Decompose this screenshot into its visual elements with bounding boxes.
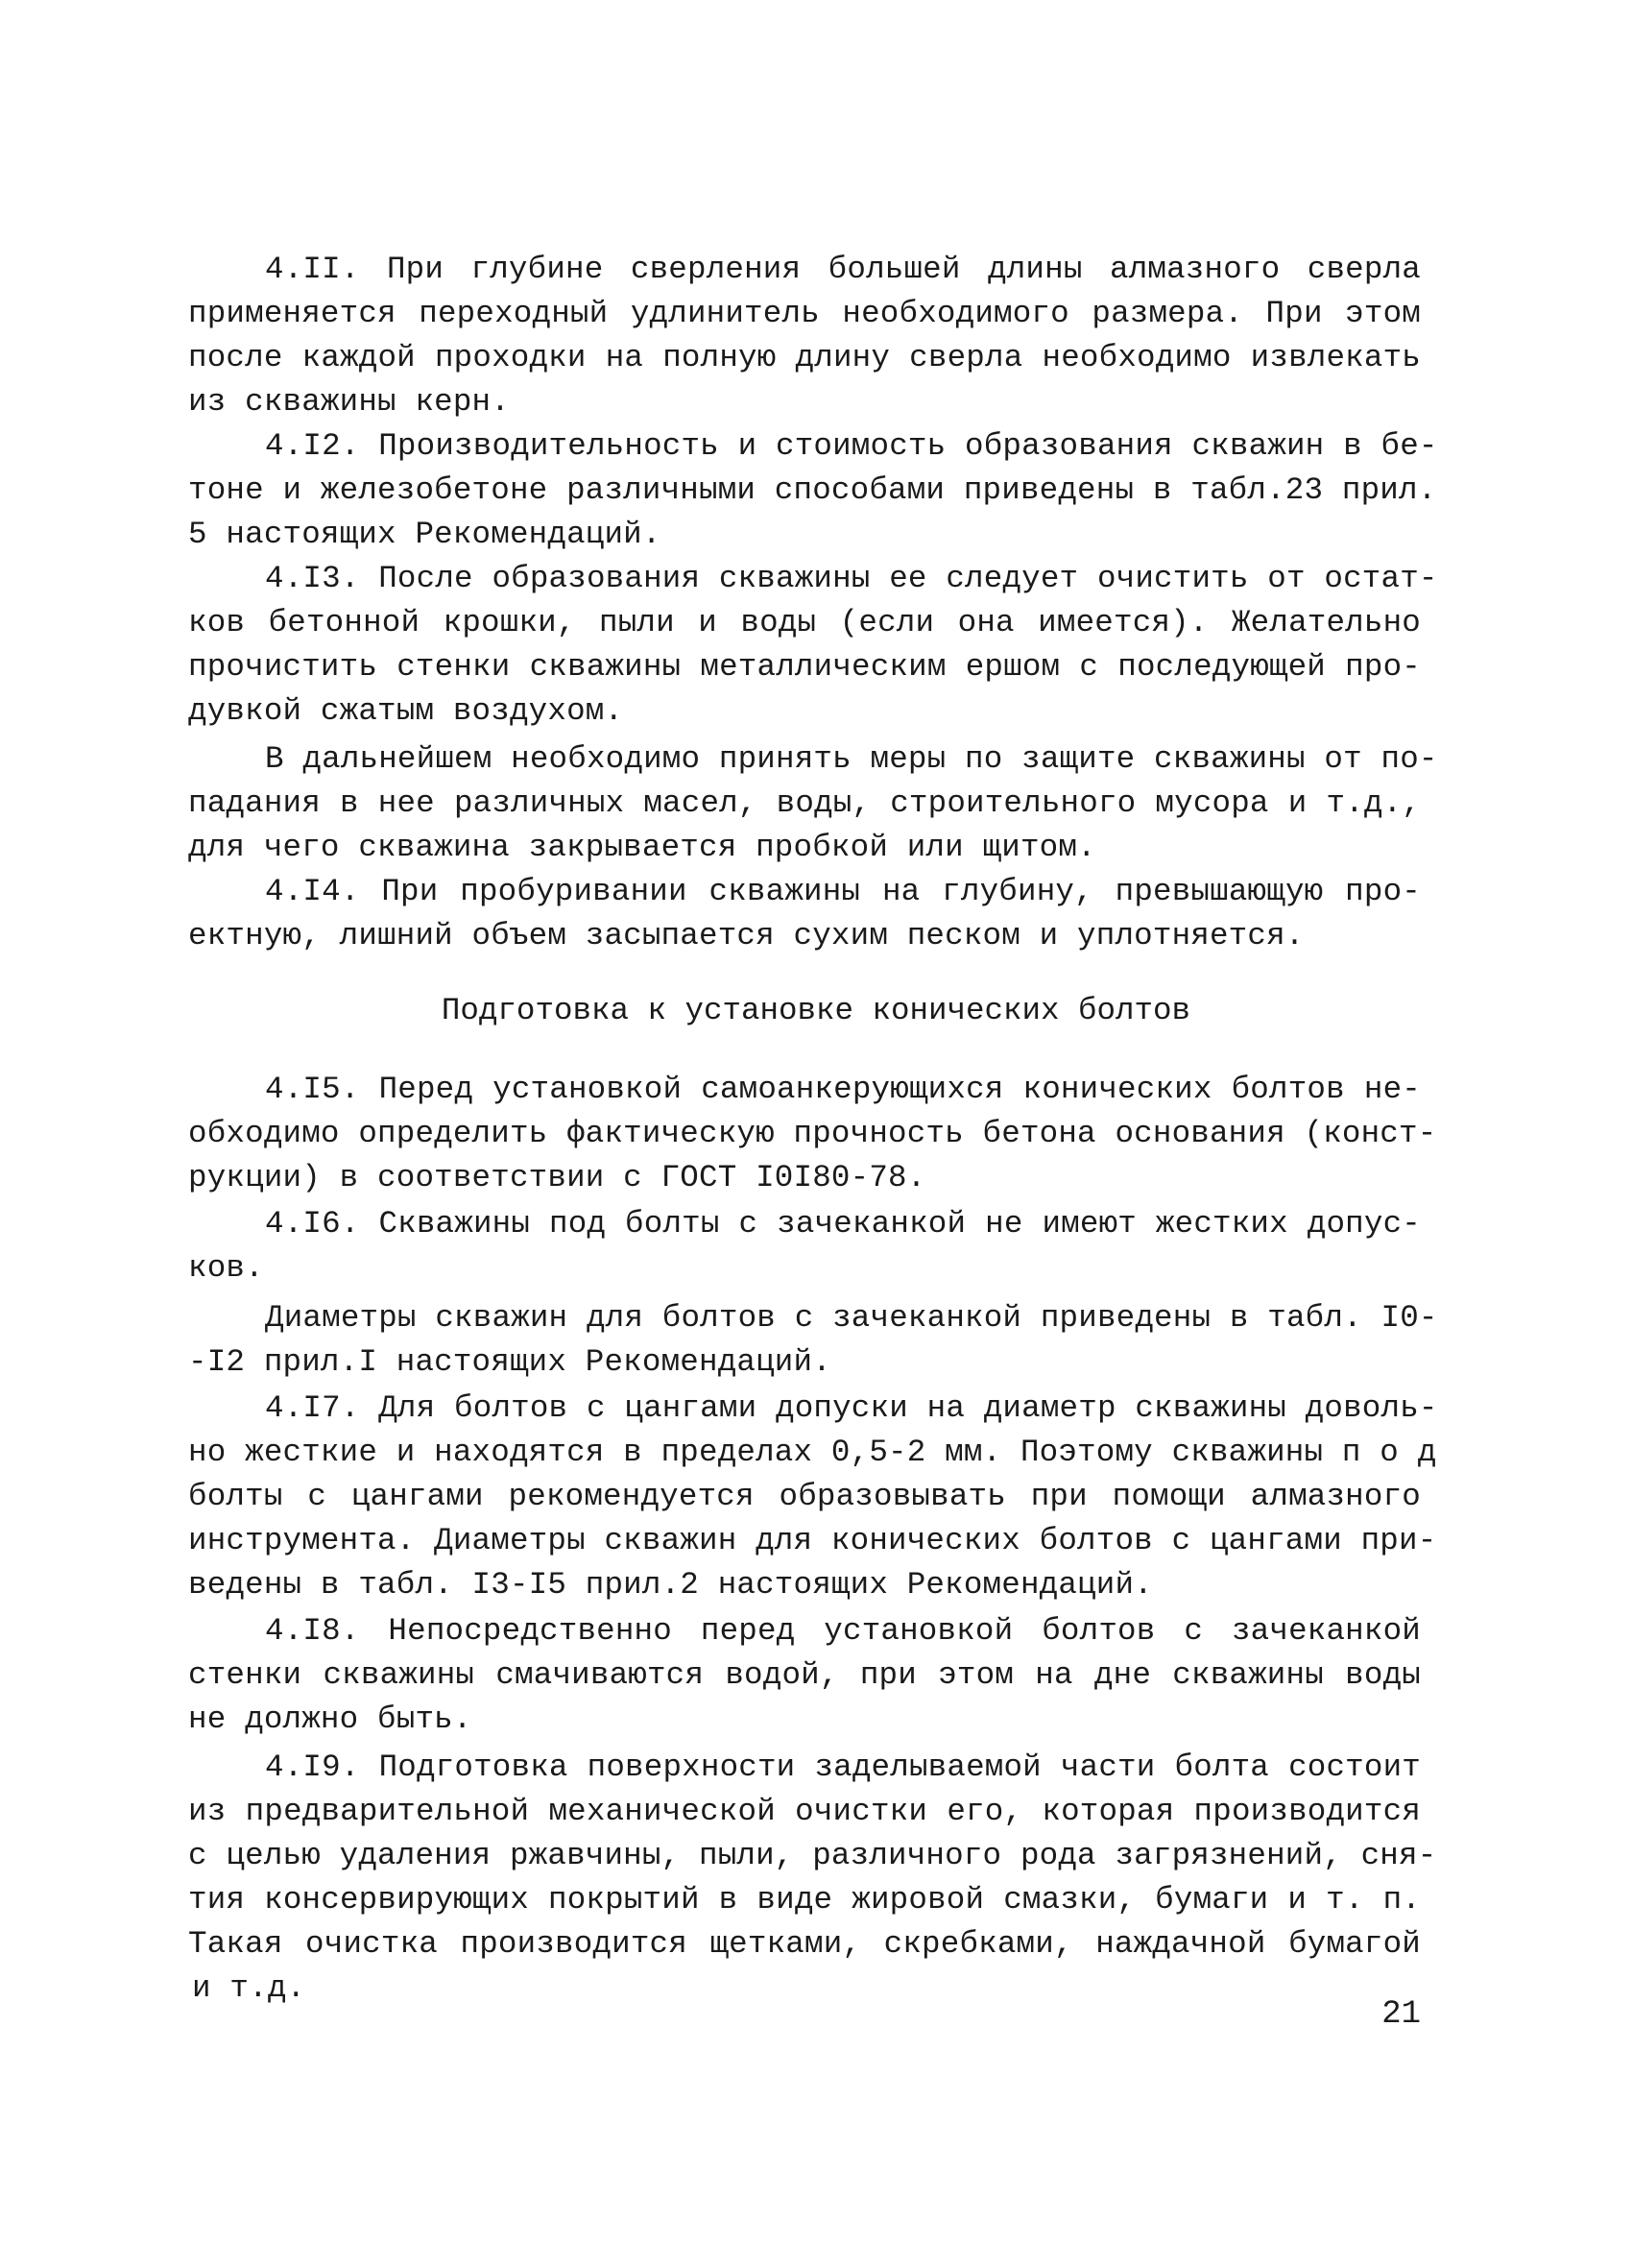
text-line: ектную, лишний объем засыпается сухим песком и уплотняется. <box>188 918 1305 953</box>
text-line: 4.I3. После образования скважины ее следует очистить от остат- <box>265 561 1438 596</box>
text-line: ков. <box>188 1250 264 1286</box>
text-line: Такая очистка производится щетками, скребками, наждачной бумагой <box>188 1926 1421 1962</box>
page-number: 21 <box>1381 1996 1421 2033</box>
text-line: 5 настоящих Рекомендаций. <box>188 517 661 552</box>
text-line: применяется переходный удлинитель необходимого размера. При этом <box>188 296 1421 331</box>
text-line: Диаметры скважин для болтов с зачеканкой приведены в табл. I0- <box>265 1300 1438 1336</box>
text-line: рукции) в соответствии с ГОСТ I0I80-78. <box>188 1160 926 1195</box>
text-line: болты с цангами рекомендуется образовывать при помощи алмазного <box>188 1479 1421 1514</box>
text-line: из предварительной механической очистки его, которая производится <box>188 1794 1421 1829</box>
text-line: 4.I8. Непосредственно перед установкой болтов с зачеканкой <box>265 1613 1421 1649</box>
text-line: тия консервирующих покрытий в виде жировой смазки, бумаги и т. п. <box>188 1882 1421 1918</box>
text-line: -I2 прил.I настоящих Рекомендаций. <box>188 1344 831 1380</box>
text-line: обходимо определить фактическую прочность бетона основания (конст- <box>188 1116 1437 1151</box>
text-line: 4.I5. Перед установкой самоанкерующихся конических болтов не- <box>265 1072 1421 1107</box>
text-line: но жесткие и находятся в пределах 0,5-2 мм. Поэтому скважины п о д <box>188 1435 1437 1470</box>
text-line: 4.I4. При пробуривании скважины на глубину, превышающую про- <box>265 874 1421 909</box>
text-line: ков бетонной крошки, пыли и воды (если она имеется). Желательно <box>188 605 1421 640</box>
text-line: после каждой проходки на полную длину сверла необходимо извлекать <box>188 340 1421 375</box>
text-line: тоне и железобетоне различными способами приведены в табл.23 прил. <box>188 472 1437 508</box>
text-line: стенки скважины смачиваются водой, при этом на дне скважины воды <box>188 1657 1421 1693</box>
text-line: ведены в табл. I3-I5 прил.2 настоящих Рекомендаций. <box>188 1567 1153 1603</box>
text-line: 4.II. При глубине сверления большей длины алмазного сверла <box>265 252 1421 287</box>
text-line: инструмента. Диаметры скважин для конических болтов с цангами при- <box>188 1523 1437 1558</box>
text-line: 4.I2. Производительность и стоимость образования скважин в бе- <box>265 428 1438 464</box>
text-line: из скважины керн. <box>188 384 510 420</box>
text-line: В дальнейшем необходимо принять меры по защите скважины от по- <box>265 741 1438 777</box>
text-line: падания в нее различных масел, воды, строительного мусора и т.д., <box>188 785 1421 821</box>
text-line: с целью удаления ржавчины, пыли, различного рода загрязнений, сня- <box>188 1838 1437 1873</box>
text-line: и т.д. <box>192 1970 306 2006</box>
section-heading: Подготовка к установке конических болтов <box>441 993 1191 1028</box>
text-line: для чего скважина закрывается пробкой или щитом. <box>188 830 1096 865</box>
text-line: 4.I7. Для болтов с цангами допуски на диаметр скважины доволь- <box>265 1390 1438 1426</box>
text-line: не должно быть. <box>188 1701 472 1737</box>
text-line: прочистить стенки скважины металлическим ершом с последующей про- <box>188 649 1421 685</box>
text-line: дувкой сжатым воздухом. <box>188 693 624 729</box>
text-line: 4.I9. Подготовка поверхности заделываемой части болта состоит <box>265 1749 1421 1785</box>
text-line: 4.I6. Скважины под болты с зачеканкой не имеют жестких допус- <box>265 1206 1421 1242</box>
